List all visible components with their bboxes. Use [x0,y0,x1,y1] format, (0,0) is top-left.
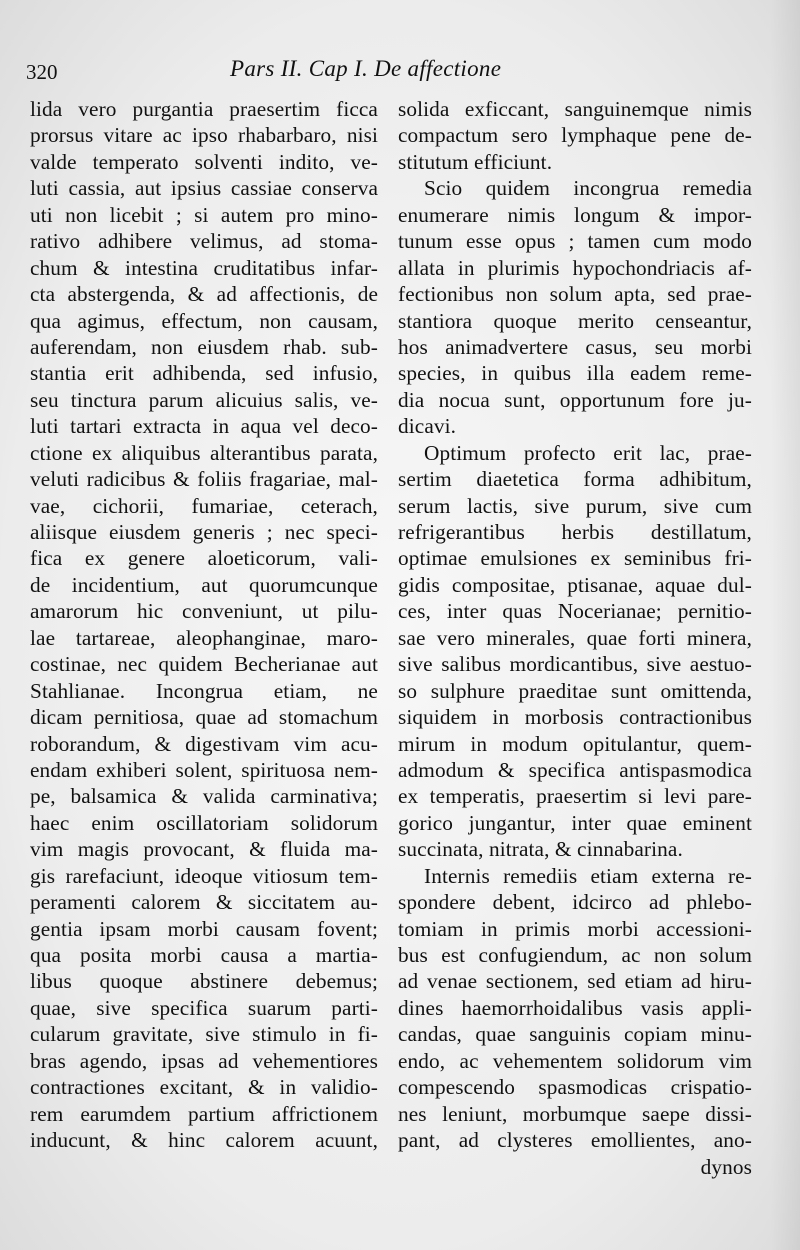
column-gutter [386,100,387,1160]
text-line: siquidem in morbosis contractionibus [398,705,752,730]
text-line: de incidentium, aut quorumcunque [30,572,378,597]
text-line: succinata, nitrata, & cinnabarina. [398,837,683,862]
text-line: spondere debent, idcirco ad phlebo- [398,890,752,915]
text-line: dynos [700,1154,752,1179]
running-title: Pars II. Cap I. De affectione [230,56,502,81]
text-line: tomiam in primis morbi accessioni- [398,916,752,941]
text-line: veluti radicibus & foliis fragariae, mal- [30,467,378,492]
text-line: inducunt, & hinc calorem acuunt, [30,1128,378,1153]
text-line: ad venae sectionem, sed etiam ad hiru- [398,969,752,994]
text-line: enumerare nimis longum & impor- [398,202,752,227]
left-text-column [30,96,378,1154]
text-line: lida vero purgantia praesertim ficca [30,97,378,121]
text-line: haec enim oscillatoriam solidorum [30,810,378,835]
text-line: vae, cichorii, fumariae, ceterach, [30,493,378,518]
text-line: gentia ipsam morbi causam fovent; [30,916,378,941]
text-line: fica ex genere aloeticorum, vali- [30,546,378,571]
text-line: roborandum, & digestivam vim acu- [30,731,378,756]
text-line: luti cassia, aut ipsius cassiae conserva [30,176,378,201]
text-line: endo, ac vehementem solidorum vim [398,1048,752,1073]
text-line: hos animadvertere casus, seu morbi [398,334,752,359]
text-line: endam exhiberi solent, spirituosa nem- [30,757,378,782]
text-line: bras agendo, ipsas ad vehementiores [30,1048,378,1073]
text-line: luti tartari extracta in aqua vel deco- [30,414,378,439]
text-line: vim magis provocant, & fluida ma- [30,837,378,862]
text-line: admodum & specifica antispasmodica [398,757,752,782]
text-line: peramenti calorem & siccitatem au- [30,890,378,915]
text-line: allata in plurimis hypochondriacis af- [398,255,752,280]
text-line: seu tinctura parum alicuius salis, ve- [30,387,378,412]
text-line: amarorum hic conveniunt, ut pilu- [30,599,378,624]
text-line: libus quoque abstinere debemus; [30,969,378,994]
text-line: Scio quidem incongrua remedia [424,176,752,201]
text-line: stantiora quoque merito censeantur, [398,308,752,333]
text-line: candas, quae sanguinis copiam minu- [398,1022,752,1047]
text-line: Optimum profecto erit lac, prae- [424,440,752,465]
text-line: gis rarefaciunt, ideoque vitiosum tem- [30,863,378,888]
text-line: sae vero minerales, quae forti minera, [398,625,752,650]
text-line: dicavi. [398,414,457,439]
text-line: so sulphure praeditae sunt omittenda, [398,678,752,703]
text-line: auferendam, non eiusdem rhab. sub- [30,334,378,359]
text-line: chum & intestina cruditatibus infar- [30,255,378,280]
text-line: pant, ad clysteres emollientes, ano- [398,1128,752,1153]
text-line: fectionibus non solum apta, sed prae- [398,282,752,307]
text-line: mirum in modum opitulantur, quem- [398,731,752,756]
text-line: tunum esse opus ; tamen cum modo [398,229,752,254]
text-line: qua posita morbi causa a martia- [30,943,378,967]
text-line: solida exficcant, sanguinemque nimis [398,97,752,121]
text-line: ex temperatis, praesertim si levi pare- [398,784,752,809]
text-line: aliisque eiusdem generis ; nec speci- [30,520,378,544]
text-line: pe, balsamica & valida carminativa; [30,784,378,809]
text-line: species, in quibus illa eadem reme- [398,361,752,386]
text-line: cta abstergenda, & ad affectionis, de [30,282,378,307]
text-line: dines haemorrhoidalibus vasis appli- [398,995,752,1020]
text-line: ces, inter quas Nocerianae; pernitio- [398,599,752,624]
running-head [0,54,800,94]
text-line: rativo adhibere velimus, ad stoma- [30,229,378,254]
text-line: cularum gravitate, sive stimulo in fi- [30,1022,378,1047]
text-line: serum lactis, sive purum, sive cum [398,493,752,518]
text-line: qua agimus, effectum, non causam, [30,308,378,333]
page-number: 320 [26,60,58,84]
text-line: refrigerantibus herbis destillatum, [398,520,752,544]
page-edge-shadow [770,0,800,1250]
text-line: Internis remediis etiam externa re- [424,863,752,888]
text-line: compescendo spasmodicas crispatio- [398,1075,752,1100]
text-line: gidis compositae, ptisanae, aquae dul- [398,572,752,597]
text-line: stitutum efficiunt. [398,149,553,174]
text-line: lae tartareae, aleophanginae, maro- [30,625,378,650]
text-line: ctione ex aliquibus alterantibus parata, [30,440,378,465]
text-line: optimae emulsiones ex seminibus fri- [398,546,752,571]
text-line: prorsus vitare ac ipso rhabarbaro, nisi [30,123,378,148]
text-line: stantia erit adhibenda, sed infusio, [30,361,378,386]
text-line: rem earumdem partium affrictionem [30,1101,378,1126]
text-line: nes leniunt, morbumque saepe dissi- [398,1101,752,1126]
text-line: uti non licebit ; si autem pro mino- [30,202,378,227]
text-line: dia nocua sunt, opportunum fore ju- [398,387,752,412]
text-line: gorico jungantur, inter quae eminent [398,810,752,835]
text-line: Stahlianae. Incongrua etiam, ne [30,678,378,703]
text-line: valde temperato solventi indito, ve- [30,149,378,174]
text-line: dicam pernitiosa, quae ad stomachum [30,705,378,730]
right-text-column [398,96,752,1180]
text-line: costinae, nec quidem Becherianae aut [30,652,378,677]
text-line: compactum sero lymphaque pene de- [398,123,752,148]
text-line: bus est confugiendum, ac non solum [398,943,752,967]
text-line: sertim diaetetica forma adhibitum, [398,467,752,492]
text-line: quae, sive specifica suarum parti- [30,995,378,1020]
text-line: contractiones excitant, & in validio- [30,1075,378,1100]
text-line: sive salibus mordicantibus, sive aestuo- [398,652,752,677]
